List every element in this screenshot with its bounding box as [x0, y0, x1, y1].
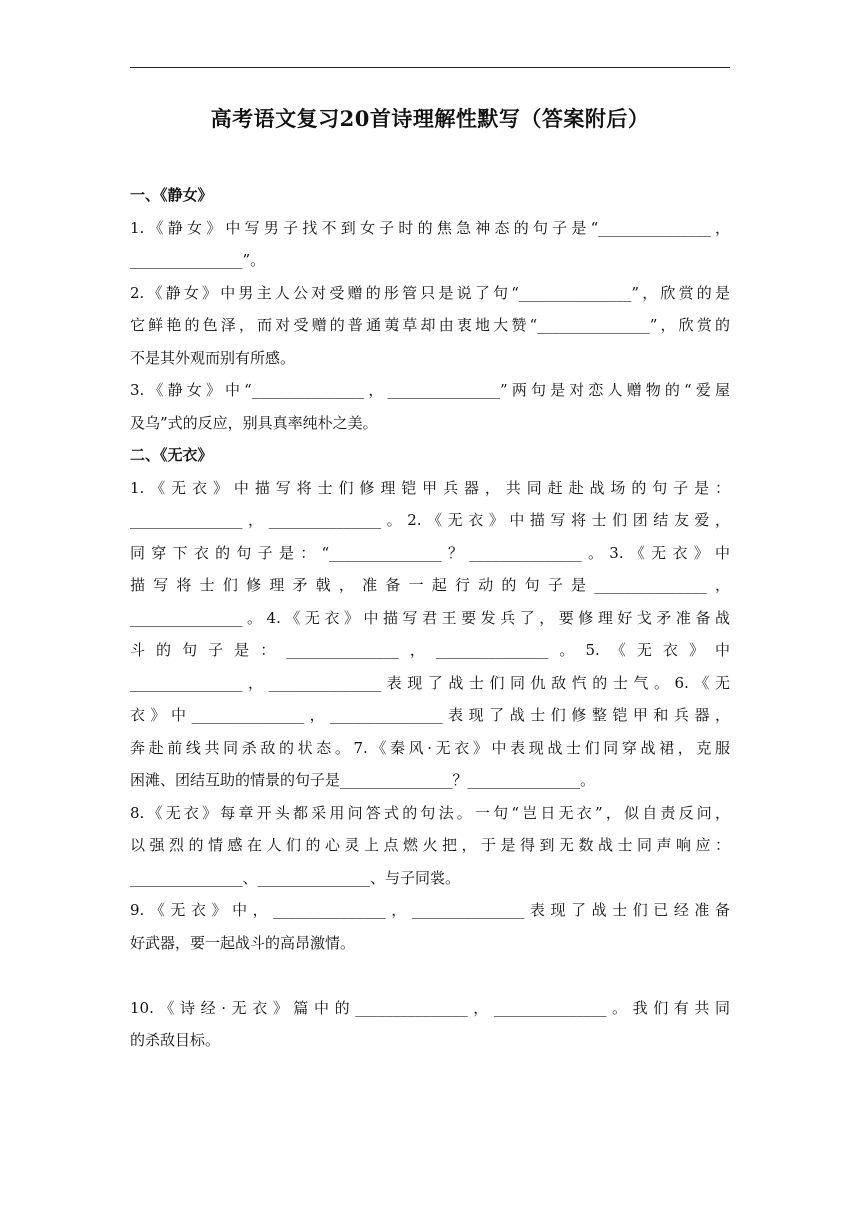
question-line: _______________，_______________表现了战士们同仇敌忾的士气。6.《无	[130, 673, 730, 692]
question-line: 衣》中_______________，_______________表现了战士们修整铠甲和兵器，	[130, 706, 730, 724]
document-title: 高考语文复习20首诗理解性默写（答案附后）	[210, 106, 650, 131]
question-line: 奔赴前线共同杀敌的状态。7.《秦风·无衣》中表现战士们同穿战裙，克服	[130, 738, 730, 757]
question-line: _______________”。	[130, 251, 266, 269]
question-item	[130, 797, 730, 895]
section-heading: 一、《静女》	[130, 186, 213, 204]
question-line: _______________。4.《无衣》中描写君王要发兵了，要修理好戈矛准备战	[130, 608, 730, 627]
question-line: 好武器，要一起战斗的高昂激情。	[130, 933, 356, 952]
section-heading: 二、《无衣》	[130, 446, 213, 464]
question-line: 1.《无衣》中描写将士们修理铠甲兵器，共同赶赴战场的句子是：	[130, 478, 730, 497]
question-item	[130, 992, 730, 1057]
header-rule	[130, 67, 730, 68]
question-item	[130, 374, 730, 439]
question-item	[130, 894, 730, 959]
question-line: 8.《无衣》每章开头都采用问答式的句法。一句“岂日无衣”，似自责反问，	[130, 803, 730, 822]
question-line: 9.《无衣》中，_______________，_______________表现了战士们已经准备	[130, 901, 730, 919]
paragraph-spacer	[130, 959, 730, 992]
question-line: 10.《诗经·无衣》篇中的_______________，_______________。我们有共同	[130, 998, 730, 1017]
question-line: 及乌”式的反应，别具真率纯朴之美。	[130, 413, 378, 432]
question-line: 3.《静女》中“_______________，_______________”两句是对恋人赠物的“爱屋	[130, 381, 730, 399]
question-line: 同穿下衣的句子是：“_______________？_______________。3.《无衣》中	[130, 543, 730, 562]
question-item	[130, 472, 730, 797]
question-item	[130, 277, 730, 375]
question-item	[130, 212, 730, 277]
document-body	[130, 179, 730, 1057]
question-line: 斗的句子是：_______________，_______________。5.《无衣》中	[130, 641, 730, 659]
question-line: 它鲜艳的色泽，而对受赠的普通荑草却由衷地大赞“_______________”，欣赏的	[130, 316, 730, 334]
question-line: 的杀敌目标。	[130, 1031, 221, 1049]
question-line: 描写将士们修理矛戟，准备一起行动的句子是_______________，	[130, 576, 730, 594]
question-line: _______________，_______________。2.《无衣》中描写将士们团结友爱，	[130, 511, 730, 529]
question-line: 以强烈的情感在人们的心灵上点燃火把，于是得到无数战士同声响应：	[130, 836, 730, 854]
question-line: 不是其外观而别有所感。	[130, 348, 296, 367]
question-line: 2.《静女》中男主人公对受赠的彤管只是说了句“_______________”，欣赏的是	[130, 283, 730, 302]
question-line: _______________、_______________、与子同裳。	[130, 868, 461, 887]
question-line: 困滩、团结互助的情景的句子是_______________？_______________。	[130, 771, 596, 789]
question-line: 1.《静女》中写男子找不到女子时的焦急神态的句子是“_______________，	[130, 218, 730, 237]
